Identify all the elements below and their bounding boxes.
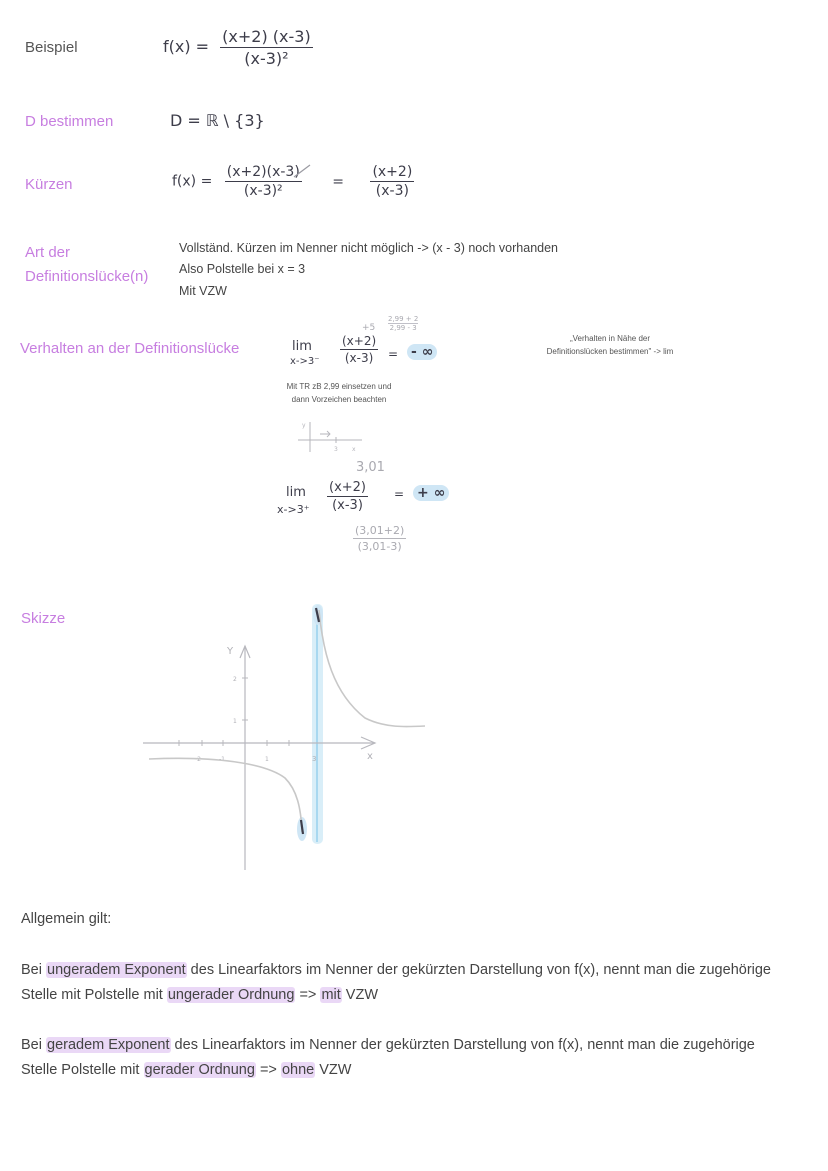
allgemein-heading: Allgemein gilt: [21,911,112,927]
definitionsmenge-expr: D = ℝ \ {3} [170,111,265,130]
p1-text-5: VZW [341,987,379,1003]
art-line1: Vollständ. Kürzen im Nenner nicht möglich -> (x - 3) noch vorhanden [179,241,559,255]
x-axis-label: x [367,751,373,762]
tick-label-xm2: -2 [195,756,201,763]
limit1-equals: = [388,347,399,361]
kuerzen-fraction [225,164,302,199]
limit2-sub: x->3⁺ [277,503,310,516]
beispiel-denominator: (x-3)² [244,49,289,68]
limit2-equals: = [394,487,405,501]
p2-text-5: VZW [315,1062,352,1078]
limit1-denominator: (x-3) [344,351,374,365]
mini-axis-sketch [290,418,370,458]
limit1-calc-denominator: 2,99 - 3 [389,324,417,332]
section-label-d-bestimmen: D bestimmen [25,113,114,130]
limit1-result: - ∞ [407,344,437,360]
p2-highlight-gerader-ordnung: gerader Ordnung [144,1062,255,1078]
curve-right-branch [319,610,425,727]
limit2-lim: lim [286,485,306,500]
allgemein-paragraph-2 [21,1033,821,1083]
p2-text-4: => [255,1062,281,1078]
p2-text-3: Stelle Polstelle mit [21,1062,144,1078]
kuerzen-numerator: (x+2)(x-3) [226,164,300,180]
p1-text-1: Bei [21,962,46,978]
art-line3: Mit VZW [179,284,227,298]
limit2-denominator: (x-3) [332,498,363,513]
limit-note-line2: dann Vorzeichen beachten [291,395,387,404]
limit2-numerator: (x+2) [329,480,367,495]
p2-highlight-geradem-exponent: geradem Exponent [47,1037,170,1053]
p1-highlight-ungerader-ordnung: ungerader Ordnung [167,987,295,1003]
beispiel-lhs: f(x) = [163,37,210,56]
beispiel-formula [163,27,313,68]
section-label-skizze: Skizze [21,610,66,627]
kuerzen-lhs: f(x) = [172,173,213,190]
y-axis-label: Y [227,646,234,657]
mini-axis-y-label: y [302,422,306,429]
section-label-kuerzen: Kürzen [25,176,73,193]
limit2-fraction [327,480,368,513]
limit-note-line1: Mit TR zB 2,99 einsetzen und [286,382,392,391]
limit2-result: + ∞ [413,485,449,501]
kuerzen-result-numerator: (x+2) [372,164,413,180]
cancel-stroke-icon [292,163,312,179]
limit2-calc [353,524,406,553]
beispiel-numerator: (x+2) (x-3) [222,27,311,46]
art-line2: Also Polstelle bei x = 3 [179,262,306,276]
mini-axis-x-label: x [352,446,356,453]
beispiel-fraction [220,27,313,68]
tick-label-xm1: -1 [219,756,225,763]
p2-text-2: des Linearfaktors im Nenner der gekürzten Darstellung von f(x), nennt man die zugehörige [170,1037,755,1053]
limit-note [280,380,398,406]
tick-label-y2: 2 [233,676,237,683]
mini-axis-tick-label: 3 [334,446,338,453]
limit1-sub: x->3⁻ [290,356,320,367]
limit1-calc [388,315,418,332]
p1-highlight-mit: mit [321,987,341,1003]
side-note [530,332,690,358]
side-note-line1: „Verhalten in Nähe der [569,334,651,343]
limit1-fraction [340,334,378,365]
section-label-verhalten: Verhalten an der Definitionslücke [20,340,240,357]
limit1-calc-numerator: 2,99 + 2 [388,315,419,323]
p1-highlight-ungeradem-exponent: ungeradem Exponent [47,962,186,978]
limit2-above: 3,01 [356,460,385,475]
p1-text-4: => [295,987,321,1003]
limit1-sign-note: +5 [362,323,376,333]
kuerzen-denominator: (x-3)² [243,183,283,199]
allgemein-paragraph-1 [21,958,821,1008]
p2-highlight-ohne: ohne [281,1062,315,1078]
section-label-beispiel: Beispiel [25,39,78,56]
skizze-graph [135,598,435,880]
tick-label-x3: 3 [312,755,317,763]
section-label-art-line2: Definitionslücke(n) [25,268,149,285]
limit1-numerator: (x+2) [342,334,377,348]
kuerzen-result-denominator: (x-3) [375,183,409,199]
limit2-calc-numerator: (3,01+2) [355,524,405,537]
limit2-calc-denominator: (3,01-3) [357,540,402,553]
tick-label-y1: 1 [233,718,237,725]
tick-label-x1: 1 [265,756,269,763]
p1-text-3: Stelle mit Polstelle mit [21,987,167,1003]
side-note-line2: Definitionslücken bestimmen" -> lim [546,347,674,356]
curve-left-branch [149,758,302,832]
section-label-art-line1: Art der [25,244,71,261]
kuerzen-result-fraction [370,164,414,199]
p1-text-2: des Linearfaktors im Nenner der gekürzten Darstellung von f(x), nennt man die zugehörige [186,962,771,978]
kuerzen-equals: = [332,173,344,190]
limit1-lim: lim [292,339,312,354]
p2-text-1: Bei [21,1037,46,1053]
